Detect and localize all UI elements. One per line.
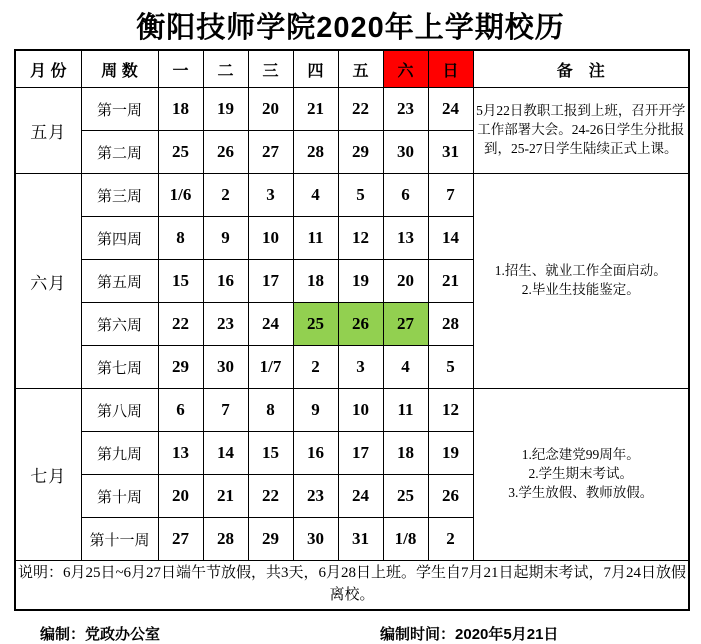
day-cell: 22 [248,475,293,518]
day-cell: 17 [248,260,293,303]
day-cell: 28 [428,303,473,346]
day-cell: 2 [428,518,473,561]
month-note-line: 5月22日教职工报到上班，召开开学工作部署大会。24-26日学生分批报到，25-27日学生陆续正式上课。 [476,103,686,156]
header-day-sat: 六 [383,50,428,88]
week-label: 第六周 [81,303,158,346]
day-cell: 19 [203,88,248,131]
week-label: 第九周 [81,432,158,475]
day-cell: 14 [428,217,473,260]
day-cell: 6 [158,389,203,432]
footer-prepared-date: 编制时间：2020年5月21日 [380,626,559,643]
day-cell: 5 [338,174,383,217]
day-cell: 24 [248,303,293,346]
day-cell: 1/8 [383,518,428,561]
month-note-line: 2.学生期末考试。 [528,466,634,482]
day-cell: 28 [203,518,248,561]
header-day-tue: 二 [203,50,248,88]
month-note-line: 1.纪念建党99周年。 [521,447,640,463]
day-cell: 20 [383,260,428,303]
school-calendar-table [14,49,690,611]
header-row [15,50,689,88]
day-cell: 24 [428,88,473,131]
day-cell: 1/6 [158,174,203,217]
header-note: 备 注 [473,50,689,88]
day-cell: 18 [383,432,428,475]
day-cell: 18 [158,88,203,131]
day-cell: 3 [338,346,383,389]
header-month: 月 份 [15,50,81,88]
day-cell: 27 [248,131,293,174]
day-cell: 31 [428,131,473,174]
header-day-sun: 日 [428,50,473,88]
day-cell: 26 [338,303,383,346]
day-cell: 24 [338,475,383,518]
day-cell: 14 [203,432,248,475]
month-note-line: 3.学生放假、教师放假。 [508,484,654,500]
day-cell: 2 [293,346,338,389]
day-cell: 7 [203,389,248,432]
day-cell: 25 [293,303,338,346]
day-cell: 8 [248,389,293,432]
header-week: 周 数 [81,50,158,88]
day-cell: 20 [158,475,203,518]
month-note-line: 1.招生、就业工作全面启动。 [494,263,667,279]
day-cell: 9 [293,389,338,432]
day-cell: 7 [428,174,473,217]
day-cell: 4 [383,346,428,389]
day-cell: 3 [248,174,293,217]
day-cell: 10 [338,389,383,432]
day-cell: 22 [158,303,203,346]
day-cell: 29 [158,346,203,389]
week-label: 第十一周 [81,518,158,561]
month-label: 五月 [15,88,81,174]
day-cell: 1/7 [248,346,293,389]
day-cell: 23 [203,303,248,346]
day-cell: 9 [203,217,248,260]
month-label: 七月 [15,389,81,561]
day-cell: 29 [248,518,293,561]
day-cell: 8 [158,217,203,260]
day-cell: 2 [203,174,248,217]
day-cell: 10 [248,217,293,260]
day-cell: 11 [383,389,428,432]
week-label: 第十周 [81,475,158,518]
day-cell: 16 [293,432,338,475]
day-cell: 11 [293,217,338,260]
week-row [15,88,689,131]
day-cell: 6 [383,174,428,217]
day-cell: 28 [293,131,338,174]
header-day-thu: 四 [293,50,338,88]
day-cell: 20 [248,88,293,131]
month-note [473,174,689,389]
day-cell: 17 [338,432,383,475]
day-cell: 29 [338,131,383,174]
footer-prepared-by: 编制：党政办公室 [40,626,161,643]
day-cell: 18 [293,260,338,303]
month-note [473,389,689,561]
header-day-wed: 三 [248,50,293,88]
day-cell: 21 [293,88,338,131]
week-label: 第八周 [81,389,158,432]
day-cell: 23 [383,88,428,131]
day-cell: 23 [293,475,338,518]
day-cell: 30 [383,131,428,174]
day-cell: 19 [338,260,383,303]
week-label: 第三周 [81,174,158,217]
day-cell: 13 [383,217,428,260]
day-cell: 25 [383,475,428,518]
day-cell: 27 [383,303,428,346]
day-cell: 12 [428,389,473,432]
calendar-body [15,88,689,561]
month-label: 六月 [15,174,81,389]
day-cell: 16 [203,260,248,303]
day-cell: 4 [293,174,338,217]
day-cell: 5 [428,346,473,389]
week-label: 第四周 [81,217,158,260]
month-note-line: 2.毕业生技能鉴定。 [521,282,640,297]
week-row [15,174,689,217]
page-title: 衡阳技师学院2020年上学期校历 [136,12,565,44]
day-cell: 27 [158,518,203,561]
day-cell: 26 [203,131,248,174]
header-day-fri: 五 [338,50,383,88]
day-cell: 21 [203,475,248,518]
day-cell: 25 [158,131,203,174]
week-label: 第五周 [81,260,158,303]
day-cell: 31 [338,518,383,561]
day-cell: 19 [428,432,473,475]
week-label: 第二周 [81,131,158,174]
day-cell: 21 [428,260,473,303]
day-cell: 30 [293,518,338,561]
day-cell: 15 [248,432,293,475]
week-row [15,389,689,432]
remark-row [15,561,689,611]
month-note [473,88,689,174]
day-cell: 26 [428,475,473,518]
day-cell: 13 [158,432,203,475]
week-label: 第七周 [81,346,158,389]
day-cell: 12 [338,217,383,260]
header-day-mon: 一 [158,50,203,88]
week-label: 第一周 [81,88,158,131]
day-cell: 30 [203,346,248,389]
day-cell: 15 [158,260,203,303]
day-cell: 22 [338,88,383,131]
remark-text: 说明：6月25日~6月27日端午节放假，共3天，6月28日上班。学生自7月21日起期末考试，7月24日放假离校。 [15,561,689,611]
